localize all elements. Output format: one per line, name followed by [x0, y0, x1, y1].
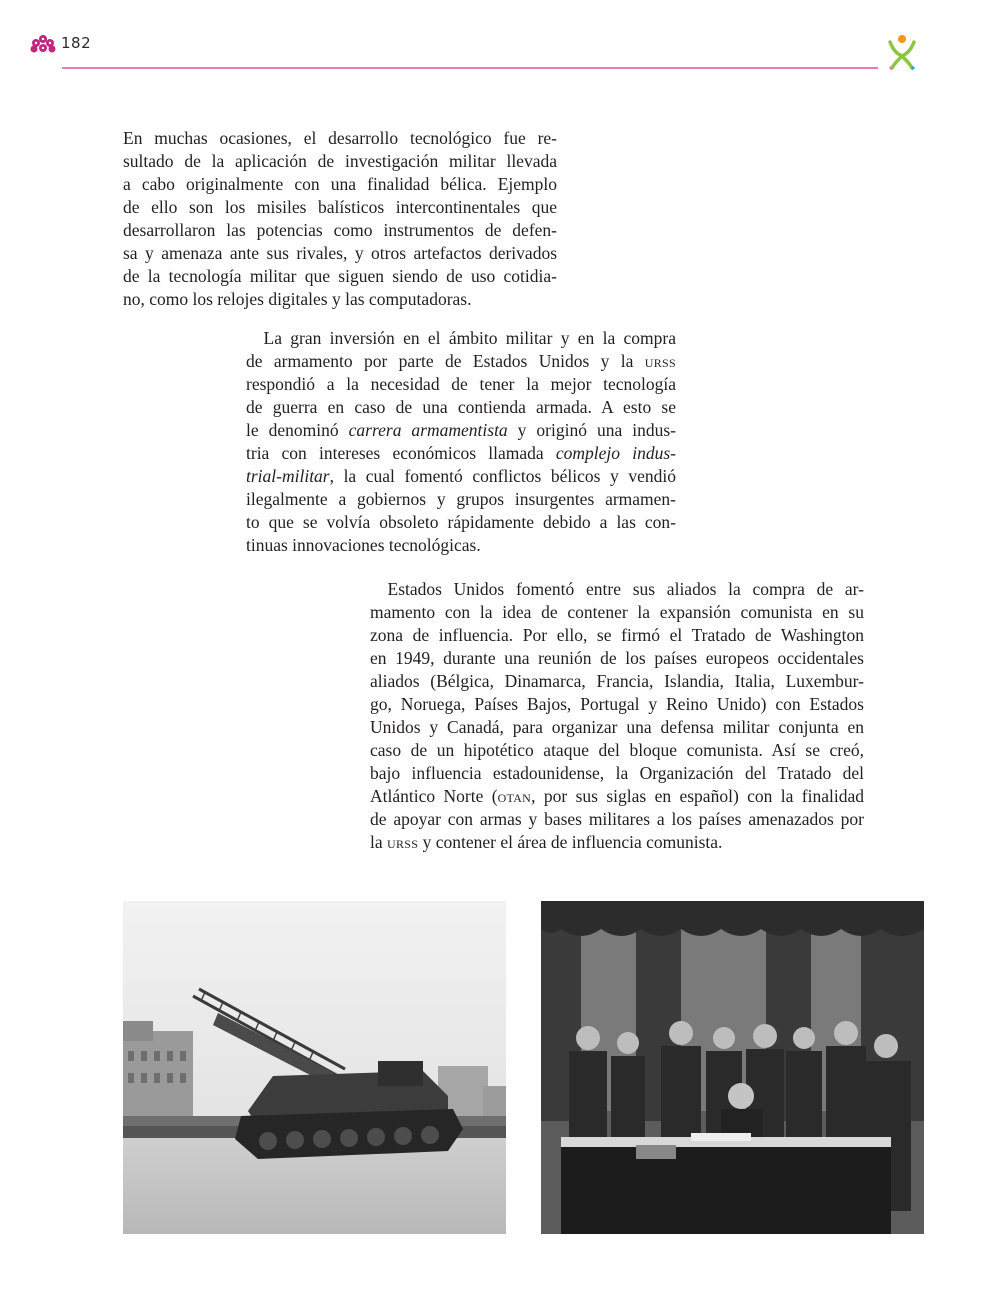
text-line: no, como los relojes digitales y las computadoras. [123, 289, 472, 309]
text-line: tria con intereses económicos llamada complejo indus- [246, 443, 676, 463]
text-line: caso de un hipotético ataque del bloque comunista. Así se creó, [370, 740, 864, 760]
paragraph-nato [370, 578, 864, 854]
header-divider [62, 67, 878, 69]
text-line: zona de influencia. Por ello, se firmó el Tratado de Washington [370, 625, 864, 645]
text-line: ilegalmente a gobiernos y grupos insurgentes armamen- [246, 489, 676, 509]
text-line: de apoyar con armas y bases militares a los países amenazados por [370, 809, 864, 829]
emblem-icon [882, 32, 922, 72]
text-line: en 1949, durante una reunión de los países europeos occidentales [370, 648, 864, 668]
text-line: trial-militar, la cual fomentó conflictos bélicos y vendió [246, 466, 676, 486]
paragraph-military-technology [123, 127, 557, 311]
text-line: Estados Unidos fomentó entre sus aliados la compra de ar- [387, 579, 864, 599]
urss-acronym: urss [387, 832, 419, 852]
treaty-signing-photo [541, 901, 924, 1234]
text-line: tinuas innovaciones tecnológicas. [246, 535, 481, 555]
text-line: La gran inversión en el ámbito militar y en la compra [263, 328, 676, 348]
text-line: de guerra en caso de una contienda armada. A esto se [246, 397, 676, 417]
text-line: En muchas ocasiones, el desarrollo tecnológico fue re- [123, 128, 557, 148]
text-line: de armamento por parte de Estados Unidos y la urss [246, 351, 676, 371]
text-line: la urss y contener el área de influencia comunista. [370, 832, 723, 852]
term-carrera-armamentista: carrera armamentista [348, 420, 508, 440]
text-line: Unidos y Canadá, para organizar una defensa militar conjunta en [370, 717, 864, 737]
missile-launcher-parade-photo [123, 901, 506, 1234]
text-line: sultado de la aplicación de investigación militar llevada [123, 151, 557, 171]
text-line: de ello son los misiles balísticos intercontinentales que [123, 197, 557, 217]
text-line: de la tecnología militar que siguen siendo de uso cotidia- [123, 266, 557, 286]
text-line: Atlántico Norte (otan, por sus siglas en español) con la finalidad [370, 786, 864, 806]
term-complejo-industrial: complejo indus- [555, 443, 676, 463]
text-line: to que se volvía obsoleto rápidamente debido a las con- [246, 512, 676, 532]
page-number: 182 [61, 34, 92, 52]
text-line: a cabo originalmente con una finalidad bélica. Ejemplo [123, 174, 557, 194]
text-line: desarrollaron las potencias como instrumentos de defen- [123, 220, 557, 240]
urss-acronym: urss [644, 351, 676, 371]
text-line: sa y amenaza ante sus rivales, y otros artefactos derivados [123, 243, 557, 263]
text-line: go, Noruega, Países Bajos, Portugal y Reino Unido) con Estados [370, 694, 864, 714]
text-line: le denominó carrera armamentista y originó una indus- [246, 420, 676, 440]
text-line: mamento con la idea de contener la expansión comunista en su [370, 602, 864, 622]
text-line: aliados (Bélgica, Dinamarca, Francia, Islandia, Italia, Luxembur- [370, 671, 864, 691]
book-logo-icon [30, 34, 56, 54]
term-complejo-industrial-cont: trial-militar [246, 466, 330, 486]
text-line: respondió a la necesidad de tener la mejor tecnología [246, 374, 676, 394]
text-line: bajo influencia estadounidense, la Organización del Tratado del [370, 763, 864, 783]
otan-acronym: otan [497, 786, 532, 806]
paragraph-arms-race [246, 327, 676, 557]
